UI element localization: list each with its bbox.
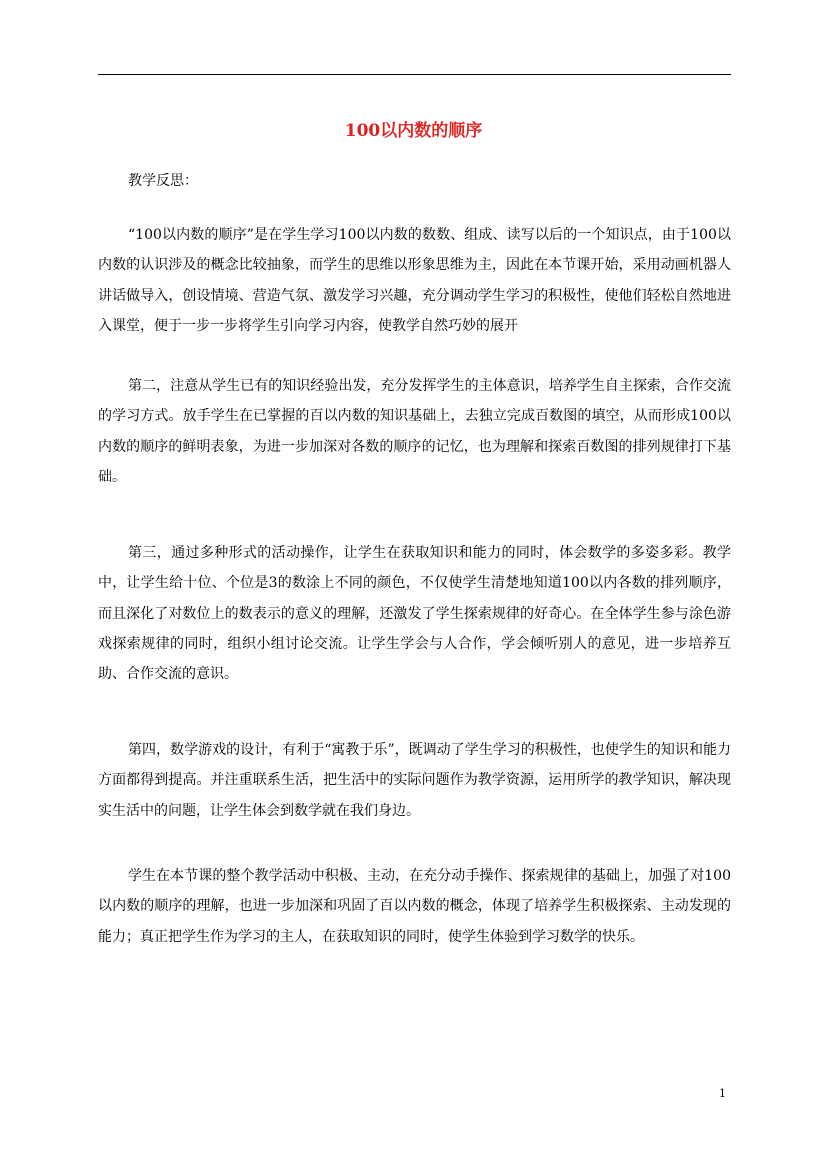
- document-title: 100以内数的顺序: [344, 121, 483, 141]
- header-rule: [98, 74, 731, 75]
- paragraph-fourth: 第四，数学游戏的设计，有利于“寓教于乐”，既调动了学生学习的积极性，也使学生的知识和能力方面都得到提高。并注重联系生活，把生活中的实际问题作为教学资源，运用所学的教学知识，解决现实生活中的问题，让学生体会到数学就在我们身边。: [98, 742, 731, 819]
- paragraph-second: 第二，注意从学生已有的知识经验出发，充分发挥学生的主体意识，培养学生自主探索，合作交流的学习方式。放手学生在已掌握的百以内数的知识基础上，去独立完成百数图的填空，从而形成100以内数的顺序的鲜明表象，为进一步加深对各数的顺序的记忆，也为理解和探索百数图的排列规律打下基础。: [98, 378, 731, 485]
- paragraph-intro: “100以内数的顺序”是在学生学习100以内数的数数、组成、读写以后的一个知识点，由于100以内数的认识涉及的概念比较抽象，而学生的思维以形象思维为主，因此在本节课开始，采用动画机器人讲话做导入，创设情境、营造气氛、激发学习兴趣，充分调动学生学习的积极性，使他们轻松自然地进入课堂，便于一步一步将学生引向学习内容，使教学自然巧妙的展开: [98, 227, 731, 334]
- paragraph-third: 第三，通过多种形式的活动操作，让学生在获取知识和能力的同时，体会数学的多姿多彩。教学中，让学生给十位、个位是3的数涂上不同的颜色，不仅使学生清楚地知道100以内各数的排列顺序，而且深化了对数位上的数表示的意义的理解，还激发了学生探索规律的好奇心。在全体学生参与涂色游戏探索规律的同时，组织小组讨论交流。让学生学会与人合作，学会倾听别人的意见，进一步培养互助、合作交流的意识。: [98, 545, 731, 683]
- paragraph-summary: 学生在本节课的整个教学活动中积极、主动，在充分动手操作、探索规律的基础上，加强了对100以内数的顺序的理解，也进一步加深和巩固了百以内数的概念，体现了培养学生积极探索、主动发现的能力；真正把学生作为学习的主人，在获取知识的同时，使学生体验到学习数学的快乐。: [98, 868, 731, 945]
- page-number: 1: [719, 1087, 726, 1100]
- section-label: 教学反思：: [128, 173, 198, 189]
